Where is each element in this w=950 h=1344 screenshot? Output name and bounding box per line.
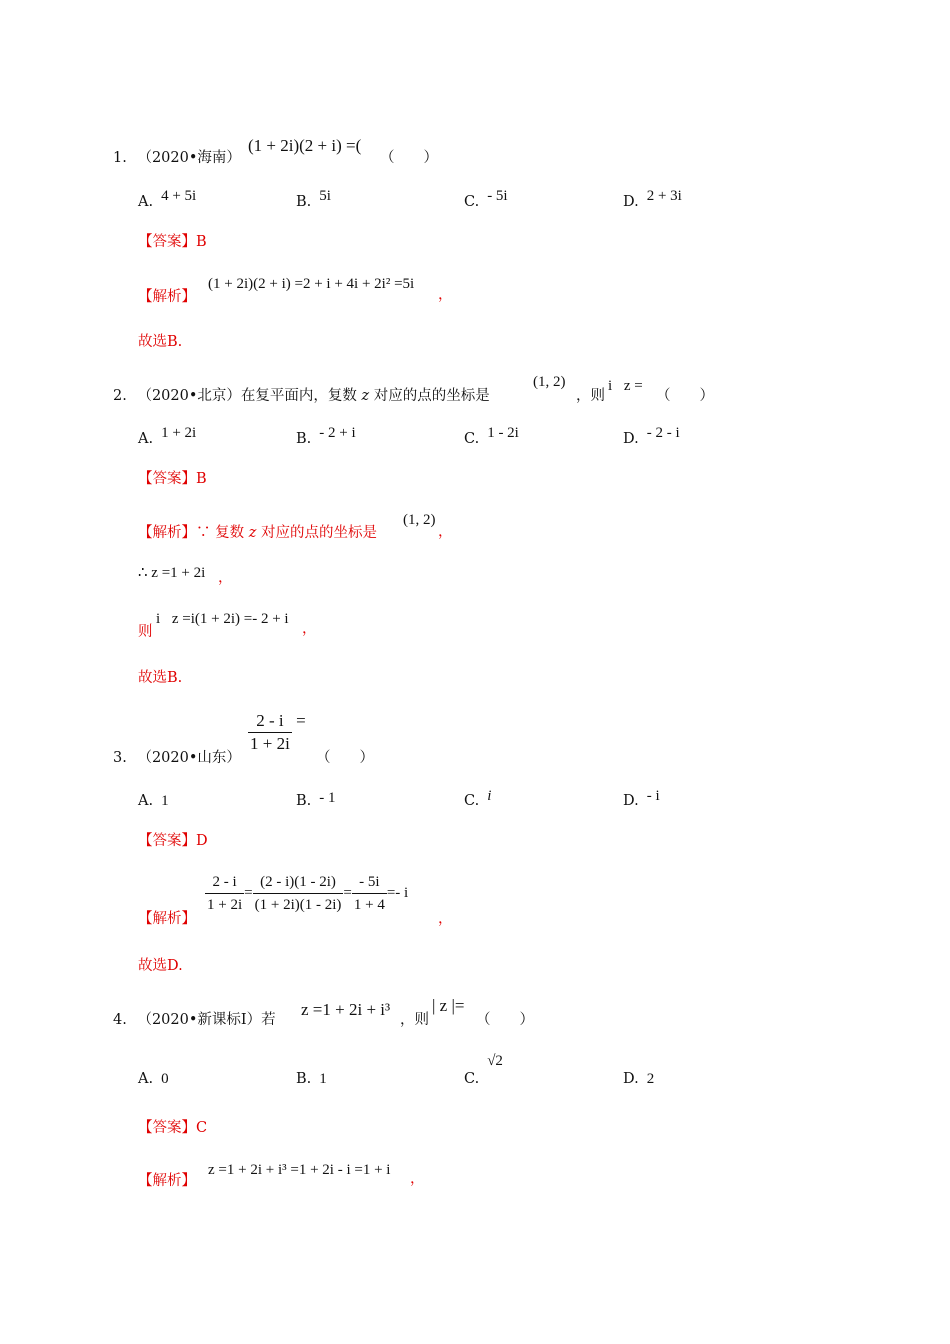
q1-option-b: B. 5i [296, 188, 331, 210]
q3-option-a: A. 1 [138, 793, 169, 809]
q3-conclusion: 故选D. [138, 958, 183, 974]
q3-frac-num: 2 - i [248, 710, 292, 733]
q2-source: （2020•北京）在复平面内，复数 [137, 388, 357, 404]
q3-option-b: B. - 1 [296, 790, 336, 809]
q2-analysis-end: ， [438, 524, 453, 540]
q1-analysis-tag: 【解析】 [138, 289, 196, 305]
q2-analysis-z: z [248, 525, 257, 541]
q2-then: ，则 [576, 388, 605, 404]
q4-option-c: C.√2 [464, 1053, 503, 1087]
q4-option-b: B. 1 [296, 1071, 327, 1087]
q1-expression: (1 + 2i)(2 + i) =( [248, 136, 362, 155]
q2-analysis-line1: ∵ 复数 [196, 525, 245, 541]
q4-then: ，则 [400, 1012, 429, 1028]
q1-stem [113, 146, 241, 167]
q2-answer-value: B [196, 471, 207, 487]
q3-stem [113, 746, 241, 767]
q4-analysis-tag: 【解析】 [138, 1173, 196, 1189]
q3-option-d: D. - i [623, 788, 660, 809]
q3-analysis-frac1-num: 2 - i [205, 871, 244, 894]
q2-mid: 对应的点的坐标是 [373, 388, 490, 404]
q3-number: 3. [113, 750, 127, 766]
q3-analysis-frac2-num: (2 - i)(1 - 2i) [253, 871, 344, 894]
q2-analysis-point: (1, 2) [403, 512, 436, 528]
q3-analysis-frac1-den: 1 + 2i [207, 897, 243, 913]
q3-analysis-tag: 【解析】 [138, 911, 196, 927]
q4-expression: z =1 + 2i + i³ [301, 1000, 391, 1019]
q3-analysis-frac3 [352, 871, 387, 916]
q4-option-d: D. 2 [623, 1071, 655, 1087]
q2-expression: i⃞z = [608, 378, 643, 394]
q3-option-c: C. i [464, 788, 492, 809]
q3-blank-paren: （ ） [316, 750, 374, 766]
q4-source: （2020•新课标Ⅰ）若 [137, 1012, 276, 1028]
q2-line2: ∴ z =1 + 2i [138, 565, 206, 581]
q2-line3: i⃞z =i(1 + 2i) =- 2 + i [156, 611, 289, 627]
q1-option-d: D. 2 + 3i [623, 188, 682, 210]
q2-analysis-tag: 【解析】 [138, 525, 196, 541]
q1-source: （2020•海南） [137, 150, 241, 166]
q3-analysis-expression: $\frac{2 - i}{1 + 2i}$ = $\frac{(2 - i)(1 - 2i)}{(1 + 2i)(1 - 2i)}$ = $\frac{- 5i}{1 + 4}$ =- i [205, 871, 408, 916]
q4-analysis-end: ， [410, 1171, 425, 1187]
q3-analysis-result: =- i [386, 885, 409, 901]
q3-answer-value: D [196, 833, 208, 849]
q3-answer [138, 829, 208, 850]
q1-number: 1. [113, 150, 127, 166]
q2-line3-end: ， [302, 621, 317, 637]
q2-answer-tag: 【答案】 [138, 471, 196, 487]
q4-blank-paren: （ ） [476, 1012, 534, 1028]
q3-analysis-end: ， [438, 911, 453, 927]
q2-number: 2. [113, 388, 127, 404]
q2-option-d: D. - 2 - i [623, 425, 680, 447]
q4-option-a: A. 0 [138, 1071, 169, 1087]
q3-analysis-frac3-num: - 5i [352, 871, 387, 894]
q2-analysis [138, 521, 377, 542]
q3-analysis-frac2-den: (1 + 2i)(1 - 2i) [254, 897, 342, 913]
q4-number: 4. [113, 1012, 127, 1028]
q3-analysis-frac3-den: 1 + 4 [353, 897, 385, 913]
q1-answer-tag: 【答案】 [138, 234, 196, 250]
q2-stem [113, 384, 490, 405]
q1-answer-value: B [196, 234, 207, 250]
q3-eq: = [296, 710, 306, 730]
q3-expression [248, 710, 306, 755]
q3-answer-tag: 【答案】 [138, 833, 196, 849]
q4-answer [138, 1116, 207, 1137]
q2-answer [138, 467, 207, 488]
q4-analysis-expression: z =1 + 2i + i³ =1 + 2i - i =1 + i [208, 1162, 391, 1178]
q4-abs: | z |= [432, 996, 465, 1015]
q2-point: (1, 2) [533, 374, 566, 390]
q2-line3-pre: 则 [138, 624, 153, 640]
q4-answer-tag: 【答案】 [138, 1120, 196, 1136]
q1-answer [138, 230, 207, 251]
q2-analysis-mid: 对应的点的坐标是 [260, 525, 377, 541]
q3-analysis-frac1 [205, 871, 244, 916]
q3-fraction [248, 710, 292, 755]
q1-analysis-expression: (1 + 2i)(2 + i) =2 + i + 4i + 2i² =5i [208, 276, 415, 292]
q3-frac-den: 1 + 2i [250, 734, 290, 753]
q2-line2-end: ， [218, 570, 233, 586]
q1-conclusion: 故选B. [138, 334, 183, 350]
q3-source: （2020•山东） [137, 750, 241, 766]
q2-option-a: A. 1 + 2i [138, 425, 197, 447]
q3-analysis-frac2 [253, 871, 344, 916]
q1-analysis-end: ， [438, 287, 453, 303]
q2-conclusion: 故选B. [138, 670, 183, 686]
q2-z: z [361, 388, 370, 404]
q4-answer-value: C [196, 1120, 208, 1136]
q2-option-c: C. 1 - 2i [464, 425, 519, 447]
sqrt-2: √2 [487, 1053, 503, 1069]
q1-option-c: C. - 5i [464, 188, 508, 210]
q4-stem [113, 1008, 276, 1029]
q1-option-a: A. 4 + 5i [138, 188, 197, 210]
q1-blank-paren: （ ） [380, 150, 438, 166]
q2-blank-paren: （ ） [656, 388, 714, 404]
q2-option-b: B. - 2 + i [296, 425, 356, 447]
